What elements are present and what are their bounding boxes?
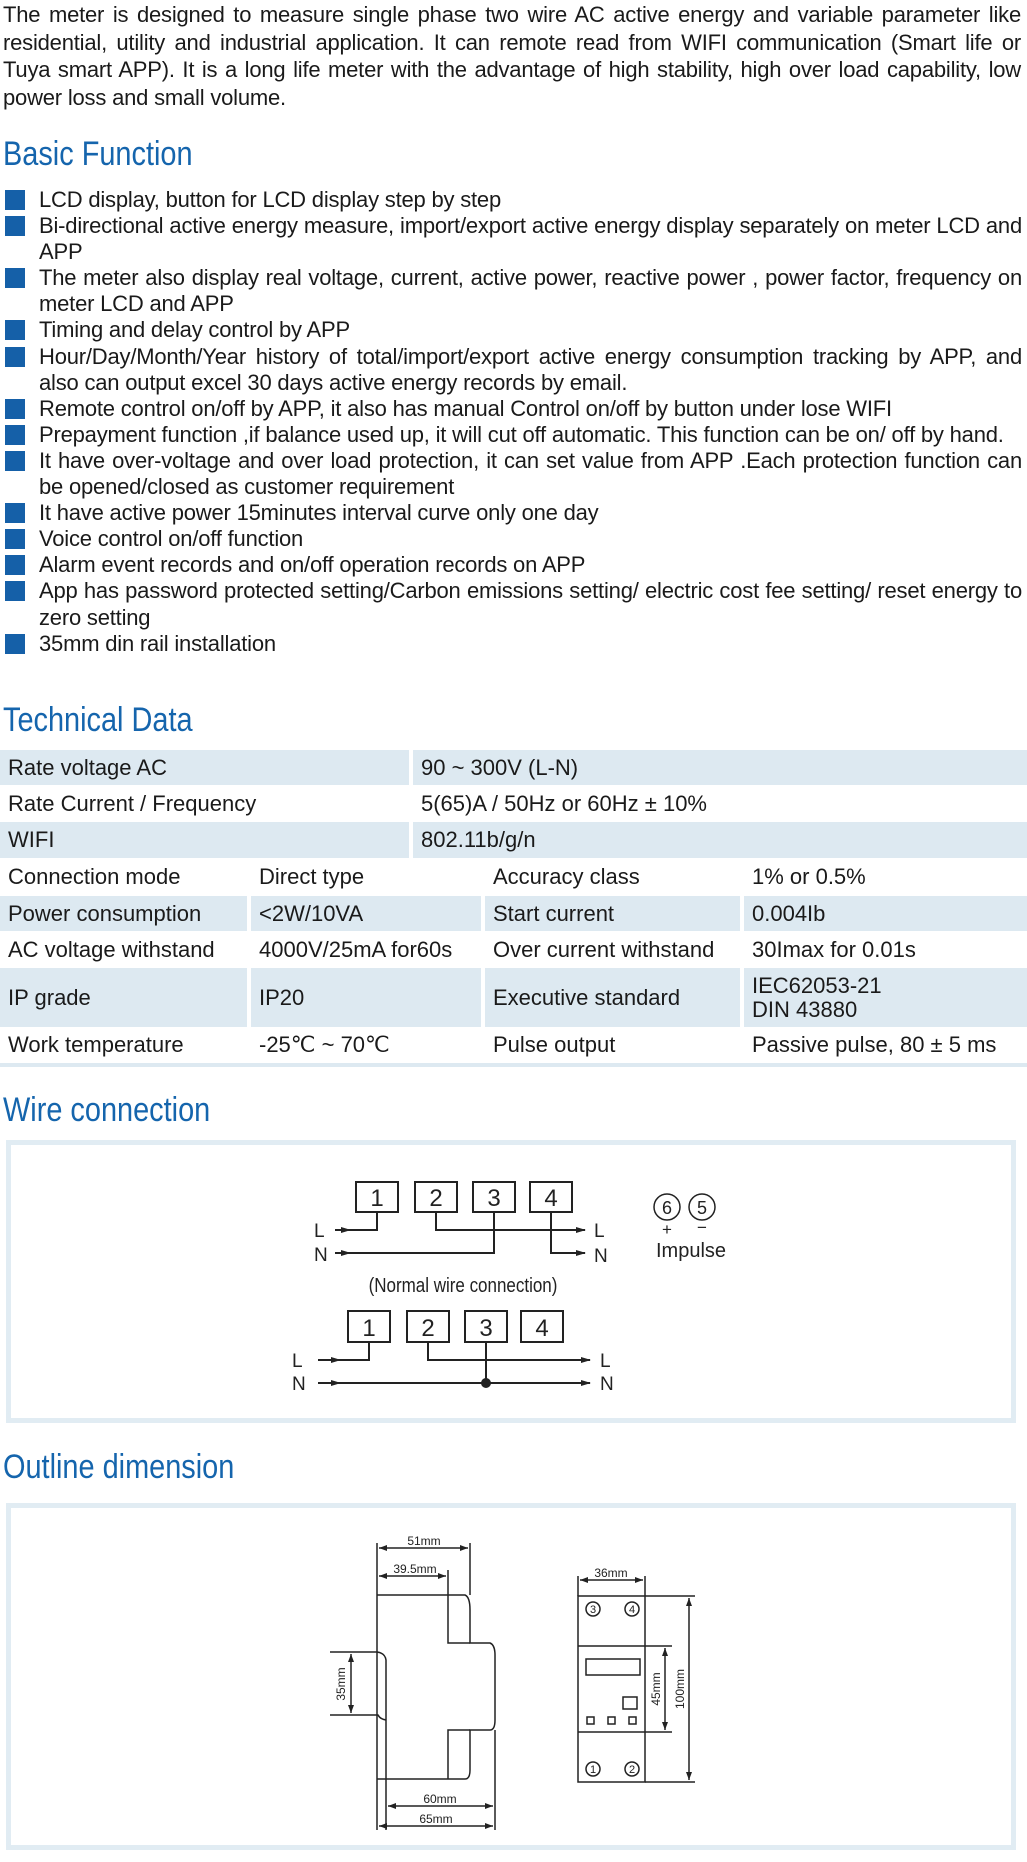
feature-text: Timing and delay control by APP (39, 317, 350, 343)
table-cell: Pulse output (493, 1032, 616, 1057)
feature-text: Voice control on/off function (39, 526, 304, 552)
line-label: L (314, 1221, 325, 1242)
cell-line: IEC62053-21 (752, 972, 882, 998)
terminal-label: 3 (487, 1185, 501, 1212)
side-view-drawing (330, 1543, 495, 1830)
dim-35mm: 35mm (334, 1667, 348, 1701)
table-cell: 0.004Ib (744, 896, 1027, 931)
table-cell: 30Imax for 0.01s (752, 936, 916, 962)
feature-text: App has password protected setting/Carbon emissions setting/ electric cost fee setting/ reset energy to zero setting (39, 578, 1022, 630)
table-cell: Rate voltage AC (0, 750, 409, 785)
impulse-terminal-5: 5 (696, 1198, 708, 1218)
dim-45mm: 45mm (649, 1672, 663, 1706)
terminal-label: 4 (544, 1185, 558, 1212)
terminal-1: 1 (589, 1764, 597, 1776)
line-label: L (292, 1351, 303, 1372)
intro-paragraph: The meter is designed to measure single phase two wire AC active energy and variable parameter like residential, utility and industrial application. It can remote read from WIFI communication (Smart life or Tuya smart APP). It is a long life meter with the advantage of high stability, high over load capability, low power loss and small volume. (3, 2, 1021, 110)
dim-65mm: 65mm (419, 1812, 453, 1826)
technical-data-heading: Technical Data (3, 701, 193, 739)
line-in-wire (350, 1212, 377, 1230)
terminal-3: 3 (589, 1604, 597, 1616)
table-cell: Executive standard (485, 968, 740, 1027)
feature-text: Remote control on/off by APP, it also has manual Control on/off by button under lose WIFI (39, 395, 892, 421)
table-cell: 90 ~ 300V (L-N) (413, 750, 1027, 785)
line-label: L (594, 1221, 605, 1242)
impulse-terminal-6: 6 (661, 1198, 673, 1218)
table-cell: IP grade (0, 968, 247, 1027)
neutral-label: N (594, 1246, 608, 1267)
neutral-label: N (292, 1374, 306, 1395)
neutral-label: N (314, 1245, 328, 1266)
terminal-label: 2 (429, 1185, 443, 1212)
feature-text: It have active power 15minutes interval curve only one day (39, 500, 599, 526)
feature-text: It have over-voltage and over load protection, it can set value from APP .Each protection function can be opened/closed as customer requirement (39, 447, 1022, 500)
table-cell: <2W/10VA (251, 896, 481, 931)
terminal-2: 2 (628, 1764, 636, 1776)
impulse-terminals (654, 1194, 726, 1262)
table-cell: 1% or 0.5% (752, 864, 866, 889)
table-cell: Direct type (259, 864, 365, 889)
table-cell: -25℃ ~ 70℃ (259, 1032, 390, 1057)
alternate-wire-diagram (318, 1311, 590, 1387)
impulse-label: Impulse (655, 1240, 727, 1262)
dim-60mm: 60mm (423, 1792, 457, 1806)
neutral-label: N (600, 1374, 614, 1395)
terminal-label: 4 (535, 1315, 549, 1342)
line-label: L (600, 1351, 611, 1372)
terminal-4: 4 (628, 1604, 636, 1616)
basic-function-heading: Basic Function (3, 135, 193, 173)
line-out-wire (436, 1212, 585, 1230)
terminal-label: 3 (479, 1315, 493, 1342)
table-cell: Accuracy class (493, 864, 640, 889)
table-cell: Connection mode (8, 864, 181, 889)
feature-text: The meter also display real voltage, current, active power, reactive power , power factor, frequency on meter LCD and APP (39, 265, 1022, 317)
minus-sign: − (697, 1218, 707, 1237)
neutral-in-wire (350, 1212, 494, 1253)
table-cell: Work temperature (8, 1032, 184, 1057)
table-cell: WIFI (0, 822, 409, 858)
table-cell: 4000V/25mA for60s (259, 936, 453, 962)
terminal-label: 2 (421, 1315, 435, 1342)
table-cell: Start current (485, 896, 740, 931)
neutral-out-wire (551, 1212, 585, 1253)
feature-text: Alarm event records and on/off operation records on APP (39, 552, 586, 578)
wire-caption: (Normal wire connection) (368, 1273, 558, 1297)
lcd-window (586, 1659, 640, 1675)
feature-text: Prepayment function ,if balance used up, it will cut off automatic. This function can be on/ off by hand. (39, 421, 1004, 447)
terminal-label: 1 (362, 1315, 376, 1342)
table-cell: 802.11b/g/n (413, 822, 1027, 858)
dim-36mm: 36mm (594, 1566, 628, 1580)
cell-line: DIN 43880 (752, 996, 858, 1022)
table-cell: Over current withstand (493, 936, 715, 962)
feature-text: LCD display, button for LCD display step by step (39, 187, 502, 212)
dim-100mm: 100mm (673, 1668, 687, 1710)
table-cell: Rate Current / Frequency (8, 790, 257, 816)
feature-text: Bi-directional active energy measure, import/export active energy display separately on meter LCD and APP (39, 213, 1022, 265)
table-cell: IP20 (251, 968, 481, 1027)
table-cell: Passive pulse, 80 ± 5 ms (752, 1032, 997, 1057)
button (623, 1697, 637, 1709)
table-cell: 5(65)A / 50Hz or 60Hz ± 10% (421, 790, 707, 816)
table-cell: Power consumption (0, 896, 247, 931)
feature-text: Hour/Day/Month/Year history of total/import/export active energy consumption tracking by APP, and also can output excel 30 days active energy records by email. (39, 343, 1022, 395)
junction-dot (482, 1379, 490, 1387)
feature-text: 35mm din rail installation (39, 630, 276, 656)
dim-51mm: 51mm (407, 1534, 441, 1548)
outline-dimension-heading: Outline dimension (3, 1448, 235, 1486)
terminal-label: 1 (370, 1185, 384, 1212)
dim-39-5mm: 39.5mm (393, 1562, 437, 1576)
table-cell: AC voltage withstand (8, 936, 215, 962)
wire-connection-heading: Wire connection (3, 1091, 211, 1129)
plus-sign: + (662, 1220, 672, 1239)
